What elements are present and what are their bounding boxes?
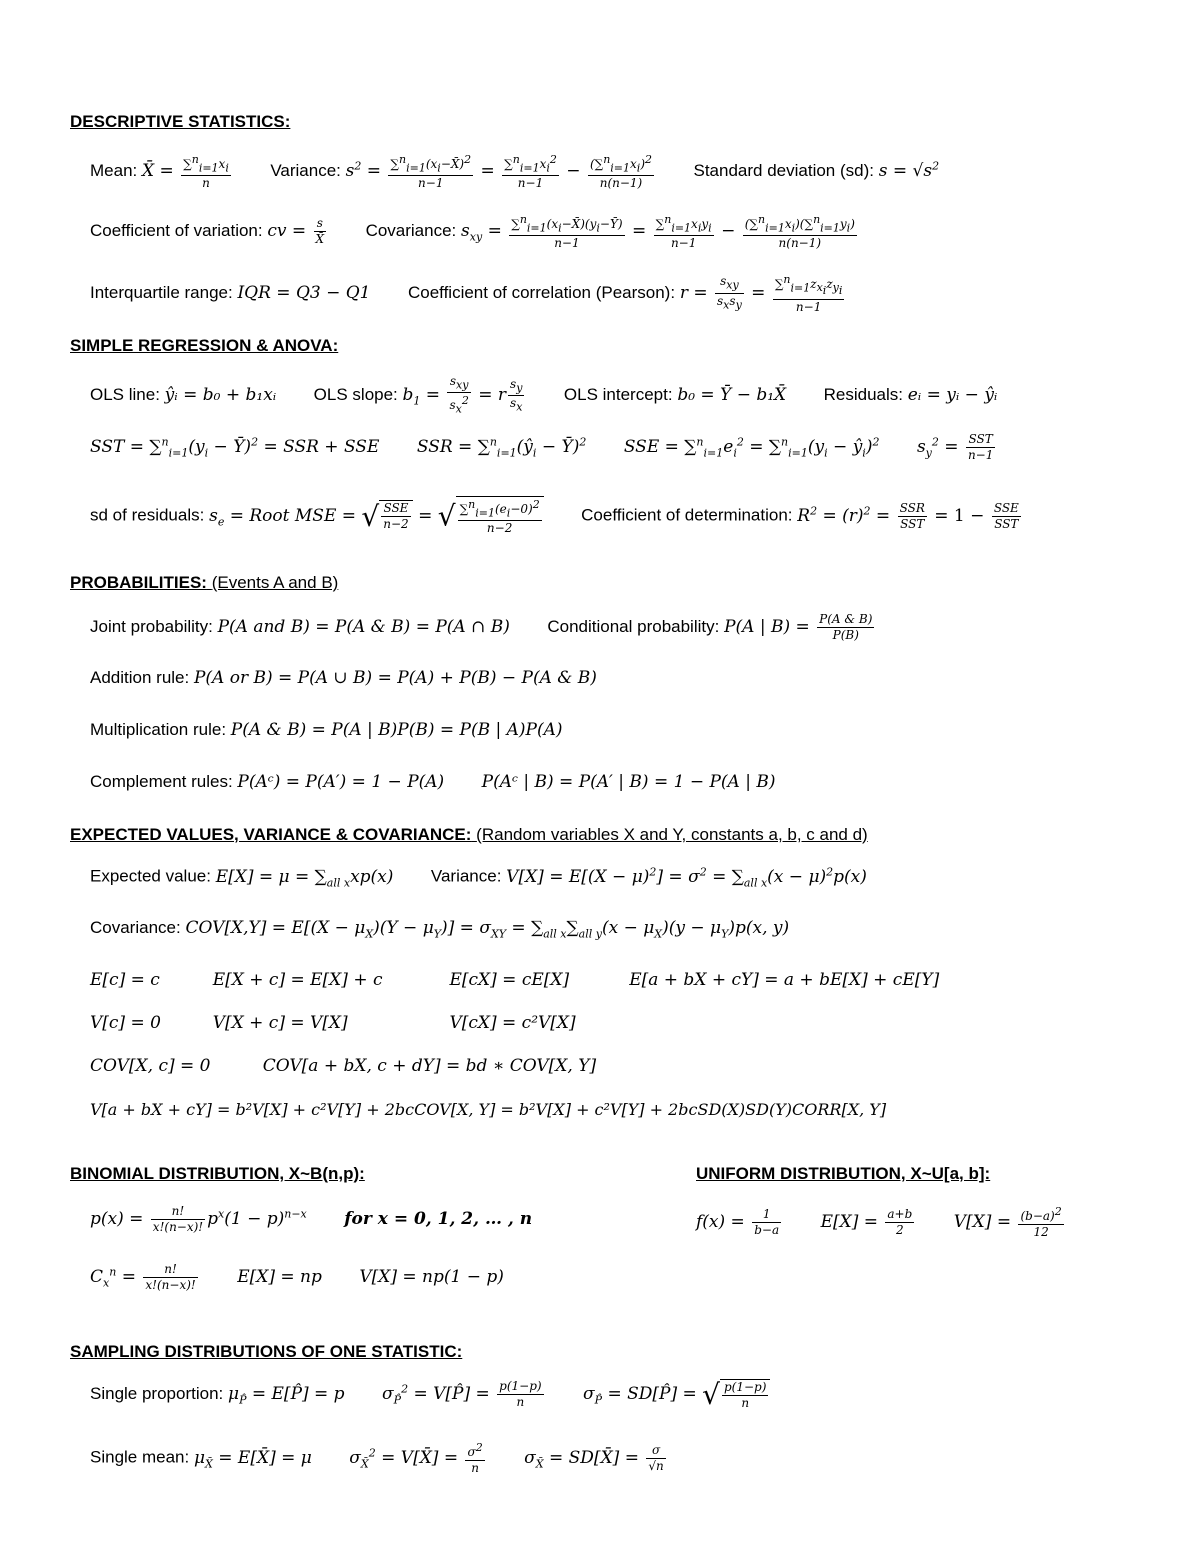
formula-cov-1: COV[X, c] = 0 xyxy=(90,1056,211,1076)
formula-ols-slope: $b_1$ = $s_{xy}$ $s_x^2$ = r $\frac{s_y}{s_x}$ xyxy=(402,374,523,416)
label-single-mean: Single mean: xyxy=(90,1447,190,1467)
label-sd-residuals: sd of residuals: xyxy=(90,505,205,525)
row-single-mean xyxy=(90,1440,668,1476)
formula-determination: $R^2 = (r)^2$ = SSR SST = 1 − SSE SST xyxy=(797,500,1019,531)
section-binomial-heading: BINOMIAL DISTRIBUTION, X~B(n,p): xyxy=(70,1164,365,1183)
label-covariance: Covariance: xyxy=(365,221,457,241)
formula-cv: cv = $\frac{s}{X̄}$ xyxy=(267,216,325,247)
label-iqr: Interquartile range: xyxy=(90,282,233,302)
formula-variance-2: $V[X] = E[(X - \mu)^2] = \sigma^2 = \sum_{all x}(x - \mu)^2p(x)$ xyxy=(506,865,867,890)
formula-uniform-v: V[X] = $\frac{(b-a)^2}{12}$ xyxy=(953,1205,1062,1239)
formula-sd: $s = √s^2$ xyxy=(878,159,940,182)
formula-expected-value: $E[X] = \mu = \sum_{all x}xp(x)$ xyxy=(215,866,394,890)
label-multiplication: Multiplication rule: xyxy=(90,720,227,739)
formula-ols-intercept: b₀ = Ȳ − b₁X̄ xyxy=(677,384,787,405)
row-complement xyxy=(90,772,776,792)
formula-joint: P(A and B) = P(A & B) = P(A ∩ B) xyxy=(217,617,510,637)
formula-ols-line: ŷᵢ = b₀ + b₁xᵢ xyxy=(164,384,277,405)
section-regression-heading: SIMPLE REGRESSION & ANOVA: xyxy=(70,336,339,355)
formula-residuals: eᵢ = yᵢ − ŷᵢ xyxy=(907,384,998,405)
label-covariance-2: Covariance: xyxy=(90,918,181,937)
label-ols-slope: OLS slope: xyxy=(313,384,398,404)
row-expected-rules xyxy=(90,970,939,990)
row-expected-variance xyxy=(90,865,867,889)
row-single-proportion xyxy=(90,1378,770,1411)
formula-ev-3: E[cX] = cE[X] xyxy=(449,970,570,990)
label-sd: Standard deviation (sd): xyxy=(693,161,874,181)
formula-correlation: r = $s_{xy}$ $s_xs_y$ = $\sum^n_{i=1}z_{x_i}z_{y_i}$ n−1 xyxy=(679,273,843,314)
formula-sy2: $s_y^2$ = SST n−1 xyxy=(916,432,994,462)
formula-cov-2: COV[a + bX, c + dY] = bd ∗ COV[X, Y] xyxy=(262,1056,597,1076)
formula-v-3: V[cX] = c²V[X] xyxy=(449,1013,576,1033)
probabilities-note: (Events A and B) xyxy=(211,573,339,592)
expected-heading-text: EXPECTED VALUES, VARIANCE & COVARIANCE: xyxy=(70,825,472,844)
formula-conditional: P(A | B) = $\frac{P(A \& B)}{P(B)}$ xyxy=(724,612,873,642)
formula-binomial-pmf: p(x) = $\frac{n!}{x!(n-x)!}$ $p^x(1 - p)^{n-x}$ xyxy=(90,1204,307,1234)
label-ols-intercept: OLS intercept: xyxy=(563,384,673,404)
row-covariance-2 xyxy=(90,918,789,940)
row-covariance-rules xyxy=(90,1056,596,1076)
row-variance-rules xyxy=(90,1013,576,1033)
row-binomial-moments xyxy=(90,1262,504,1293)
section-descriptive-heading: DESCRIPTIVE STATISTICS: xyxy=(70,112,291,131)
formula-binomial-v: V[X] = np(1 − p) xyxy=(359,1267,504,1287)
label-single-proportion: Single proportion: xyxy=(90,1384,224,1403)
formula-ssr: SSR = $\sum^n_{i=1}(ŷ_i$ − Ȳ)$^2$ xyxy=(416,435,587,460)
label-expected-value: Expected value: xyxy=(90,866,211,886)
formula-binomial-e: E[X] = np xyxy=(237,1267,322,1287)
formula-multiplication: P(A & B) = P(A | B)P(B) = P(B | A)P(A) xyxy=(230,720,563,740)
formula-uniform-e: E[X] = $\frac{a+b}{2}$ xyxy=(820,1206,913,1237)
formula-variance: $s^2$ = $\frac{\sum^n_{i=1}(x_i-X̄)^2}{n-1}$ = $\frac{\sum^n_{i=1}x_i^2}{n-1}$ − $\frac{(\sum^n_{i=1}x_i)^2}{n(n-1)}$ xyxy=(345,153,653,191)
formula-prop-sd: $\sigma_{P̂}$ = SD[P̂] = √ $\frac{p(1-p)}{n}$ xyxy=(583,1384,770,1404)
row-binomial-pmf xyxy=(90,1204,532,1235)
formula-ev-4: E[a + bX + cY] = a + bE[X] + cE[Y] xyxy=(629,970,940,990)
row-anova-sums xyxy=(90,432,997,463)
label-variance: Variance: xyxy=(270,161,341,181)
formula-ev-1: E[c] = c xyxy=(90,970,160,990)
formula-complement-1: P(Aᶜ) = P(A′) = 1 − P(A) xyxy=(237,772,445,792)
row-joint-conditional xyxy=(90,612,876,643)
label-complement: Complement rules: xyxy=(90,772,233,791)
formula-addition: P(A or B) = P(A ∪ B) = P(A) + P(B) − P(A & B) xyxy=(193,668,597,688)
row-sd-residuals xyxy=(90,496,1023,536)
formula-ev-2: E[X + c] = E[X] + c xyxy=(212,970,383,990)
label-conditional: Conditional probability: xyxy=(547,617,720,636)
probabilities-heading-text: PROBABILITIES: xyxy=(70,573,207,592)
formula-covariance-2: $COV[X,Y] = E[(X - \mu_X)(Y - \mu_Y)] = \sigma_{XY} = \sum_{all x}\sum_{all y}(x - \mu_X)(y - \mu_Y)p(x$, y) xyxy=(185,918,790,941)
formula-v-long: V[a + bX + cY] = b²V[X] + c²V[Y] + 2bcCOV[X, Y] = b²V[X] + c²V[Y] + 2bcSD(X)SD(Y)CORR[X, Y] xyxy=(90,1100,887,1119)
formula-binomial-coef: $C_x^n$ = $\frac{n!}{x!(n-x)!}$ xyxy=(90,1262,196,1292)
section-uniform-heading: UNIFORM DISTRIBUTION, X~U[a, b]: xyxy=(696,1164,991,1183)
label-addition: Addition rule: xyxy=(90,668,190,687)
formula-mean-mean: $\mu_{X̄}$ = E[X̄] = μ xyxy=(193,1447,312,1470)
row-cv-covariance xyxy=(90,212,859,251)
formula-prop-mean: $\mu_{P̂}$ = E[P̂] = p xyxy=(228,1384,345,1407)
expected-note: (Random variables X and Y, constants a, b, c and d) xyxy=(476,825,868,844)
label-mean: Mean: xyxy=(90,161,138,181)
formula-covariance: $s_{xy}$ = $\frac{\sum^n_{i=1}(x_i-X̄)(y_i-Ȳ)}{n-1}$ = $\sum^n_{i=1}x_iy_i$ n−1 − $\frac{(\sum^n_{i=1}x_i)(\sum^n_{i=1}y_i)}{n(n-1)}$ xyxy=(461,213,855,251)
label-ols-line: OLS line: xyxy=(90,384,160,404)
section-probabilities-heading xyxy=(70,573,338,593)
formula-v-1: V[c] = 0 xyxy=(90,1013,161,1033)
formula-sse: SSE = $\sum^n_{i=1}e_i^2 = \sum^n_{i=1}(y_i$ − $ŷ_i)^2$ xyxy=(623,435,880,460)
formula-prop-var: $\sigma_{P̂}^2$ = V[P̂] = $\frac{p(1-p)}{n}$ xyxy=(382,1379,542,1409)
row-iqr-correlation xyxy=(90,272,846,315)
row-variance-long xyxy=(90,1100,886,1120)
label-joint: Joint probability: xyxy=(90,617,213,636)
label-variance-2: Variance: xyxy=(430,866,502,886)
label-determination: Coefficient of determination: xyxy=(581,505,793,525)
formula-mean-var: $\sigma_{X̄}^2$ = V[X̄] = $\frac{\sigma^2}{n}$ xyxy=(349,1441,483,1475)
label-cv: Coefficient of variation: xyxy=(90,221,263,241)
section-expected-heading xyxy=(70,825,868,845)
row-addition xyxy=(90,668,597,688)
formula-mean: X̄ = $\frac{\sum^n_{i=1}x_i}{n}$ xyxy=(141,153,229,191)
row-mean-variance-sd xyxy=(90,152,939,191)
formula-sd-residuals: $s_e$ = Root MSE = √ SSE n−2 = √ $\frac{\sum^n_{i=1}(e_i-0)^2}{n-2}$ xyxy=(209,506,544,526)
label-residuals: Residuals: xyxy=(823,384,903,404)
formula-sst: SST = $\sum^n_{i=1}(y_i$ − Ȳ)$^2$ = SSR + SSE xyxy=(90,435,380,460)
formula-uniform-pdf: f(x) = $\frac{1}{b-a}$ xyxy=(696,1206,780,1237)
formula-complement-2: P(Aᶜ | B) = P(A′ | B) = 1 − P(A | B) xyxy=(481,772,776,792)
row-ols xyxy=(90,374,997,417)
row-uniform xyxy=(696,1204,1066,1240)
row-multiplication xyxy=(90,720,563,740)
formula-mean-sd: $\sigma_{X̄}$ = SD[X̄] = $\frac{\sigma}{√n}$ xyxy=(524,1442,664,1473)
section-sampling-heading: SAMPLING DISTRIBUTIONS OF ONE STATISTIC: xyxy=(70,1342,463,1361)
formula-v-2: V[X + c] = V[X] xyxy=(212,1013,348,1033)
formula-iqr: IQR = Q3 − Q1 xyxy=(237,282,371,303)
label-correlation: Coefficient of correlation (Pearson): xyxy=(407,282,676,302)
formula-binomial-for: for x = 0, 1, 2, … , n xyxy=(344,1209,533,1229)
